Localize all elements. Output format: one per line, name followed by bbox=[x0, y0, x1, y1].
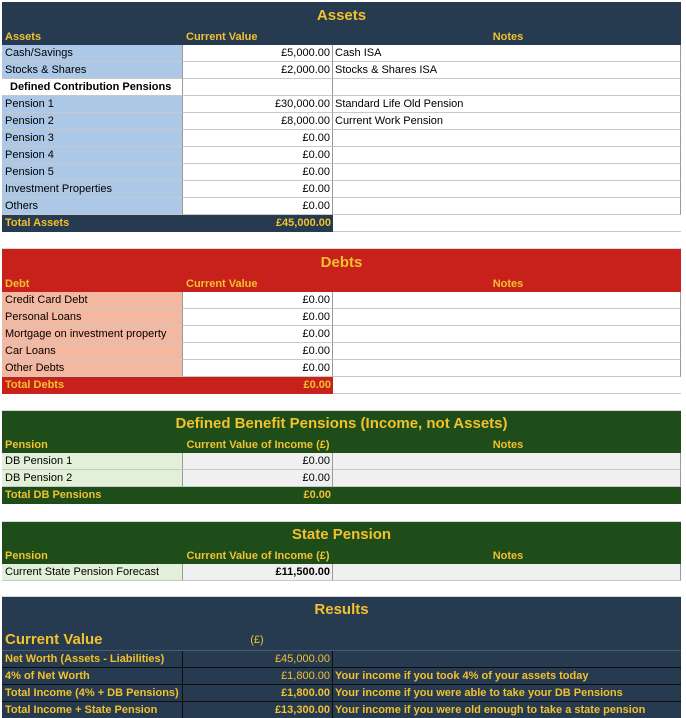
result-note[interactable]: Your income if you were old enough to take a state pension bbox=[335, 704, 646, 716]
table-row bbox=[2, 470, 681, 487]
result-value[interactable]: £1,800.00 bbox=[183, 668, 333, 684]
result-value[interactable]: £45,000.00 bbox=[183, 651, 333, 667]
state-pension-note[interactable] bbox=[333, 564, 681, 581]
debt-note[interactable] bbox=[333, 360, 681, 377]
assets-col-value[interactable]: Current Value bbox=[186, 31, 258, 43]
results-heading-row bbox=[2, 630, 681, 650]
state-col-value[interactable]: Current Value of Income (£) bbox=[186, 550, 330, 562]
asset-value[interactable]: £8,000.00 bbox=[183, 113, 333, 130]
asset-value[interactable]: £0.00 bbox=[183, 164, 333, 181]
result-value[interactable]: £13,300.00 bbox=[183, 702, 333, 718]
debts-total-row bbox=[2, 377, 681, 394]
asset-note[interactable] bbox=[333, 164, 681, 181]
table-row bbox=[2, 292, 681, 309]
debt-label[interactable]: Other Debts bbox=[2, 360, 183, 377]
table-row bbox=[2, 45, 681, 62]
asset-note[interactable]: Standard Life Old Pension bbox=[333, 96, 681, 113]
table-row bbox=[2, 164, 681, 181]
result-label[interactable]: Total Income (4% + DB Pensions) bbox=[2, 685, 183, 701]
db-pension-note[interactable] bbox=[333, 453, 681, 470]
db-pensions-title: Defined Benefit Pensions (Income, not Assets) bbox=[2, 411, 681, 437]
assets-col-label[interactable]: Assets bbox=[5, 31, 42, 43]
asset-label[interactable]: Pension 5 bbox=[2, 164, 183, 181]
empty-cell[interactable] bbox=[333, 487, 681, 504]
debt-note[interactable] bbox=[333, 343, 681, 360]
debt-value[interactable]: £0.00 bbox=[183, 326, 333, 343]
results-title: Results bbox=[2, 597, 681, 622]
empty-cell[interactable] bbox=[333, 215, 681, 232]
asset-note[interactable]: Stocks & Shares ISA bbox=[333, 62, 681, 79]
table-row bbox=[2, 96, 681, 113]
debt-value[interactable]: £0.00 bbox=[183, 309, 333, 326]
debt-label[interactable]: Credit Card Debt bbox=[2, 292, 183, 309]
table-row bbox=[2, 453, 681, 470]
results-block bbox=[2, 597, 681, 718]
table-row bbox=[2, 130, 681, 147]
result-value[interactable]: £1,800.00 bbox=[183, 685, 333, 701]
state-col-notes[interactable]: Notes bbox=[492, 550, 524, 562]
dc-pensions-subheading[interactable]: Defined Contribution Pensions bbox=[2, 79, 183, 96]
table-row bbox=[2, 79, 681, 96]
db-total-row bbox=[2, 487, 681, 504]
table-row bbox=[2, 198, 681, 215]
db-pension-label[interactable]: DB Pension 1 bbox=[2, 453, 183, 470]
debt-value[interactable]: £0.00 bbox=[183, 292, 333, 309]
asset-note[interactable] bbox=[333, 130, 681, 147]
debt-note[interactable] bbox=[333, 292, 681, 309]
total-db-value[interactable]: £0.00 bbox=[303, 489, 331, 501]
asset-note[interactable] bbox=[333, 198, 681, 215]
result-note[interactable]: Your income if you were able to take your DB Pensions bbox=[335, 687, 623, 699]
debt-value[interactable]: £0.00 bbox=[183, 343, 333, 360]
result-label[interactable]: 4% of Net Worth bbox=[2, 668, 183, 684]
assets-header-row bbox=[2, 29, 681, 45]
db-header-row bbox=[2, 437, 681, 453]
result-row bbox=[2, 667, 681, 684]
table-row bbox=[2, 326, 681, 343]
result-note[interactable] bbox=[333, 651, 681, 667]
result-note[interactable]: Your income if you took 4% of your assets today bbox=[335, 670, 589, 682]
debts-title: Debts bbox=[2, 249, 681, 276]
results-unit[interactable]: (£) bbox=[250, 634, 264, 646]
debt-label[interactable]: Car Loans bbox=[2, 343, 183, 360]
asset-value[interactable]: £0.00 bbox=[183, 198, 333, 215]
asset-note[interactable] bbox=[333, 147, 681, 164]
table-row bbox=[2, 62, 681, 79]
asset-value[interactable]: £30,000.00 bbox=[183, 96, 333, 113]
asset-label[interactable]: Pension 2 bbox=[2, 113, 183, 130]
spacer-row bbox=[2, 504, 681, 522]
debts-header-row bbox=[2, 276, 681, 292]
assets-total-row bbox=[2, 215, 681, 232]
table-row bbox=[2, 147, 681, 164]
asset-value[interactable]: £0.00 bbox=[183, 130, 333, 147]
db-col-notes[interactable]: Notes bbox=[492, 439, 524, 451]
total-debts-label[interactable]: Total Debts bbox=[2, 377, 183, 394]
asset-value[interactable]: £2,000.00 bbox=[183, 62, 333, 79]
spreadsheet bbox=[2, 2, 681, 718]
state-pension-title: State Pension bbox=[2, 522, 681, 548]
result-label[interactable]: Total Income + State Pension bbox=[2, 702, 183, 718]
empty-cell[interactable] bbox=[333, 630, 681, 650]
table-row bbox=[2, 309, 681, 326]
asset-note[interactable] bbox=[333, 181, 681, 198]
asset-value[interactable]: £5,000.00 bbox=[183, 45, 333, 62]
table-row bbox=[2, 343, 681, 360]
asset-label[interactable]: Pension 4 bbox=[2, 147, 183, 164]
table-row bbox=[2, 360, 681, 377]
spacer-row bbox=[2, 394, 681, 411]
state-pension-label[interactable]: Current State Pension Forecast bbox=[2, 564, 183, 581]
debts-col-value[interactable]: Current Value bbox=[186, 278, 258, 290]
results-spacer bbox=[2, 622, 681, 630]
empty-cell[interactable] bbox=[183, 79, 333, 96]
total-assets-label[interactable]: Total Assets bbox=[2, 215, 183, 232]
table-row bbox=[2, 564, 681, 581]
total-db-label[interactable]: Total DB Pensions bbox=[5, 489, 102, 501]
asset-value[interactable]: £0.00 bbox=[183, 147, 333, 164]
db-col-value[interactable]: Current Value of Income (£) bbox=[186, 439, 330, 451]
debt-label[interactable]: Mortgage on investment property bbox=[2, 326, 183, 343]
table-row bbox=[2, 113, 681, 130]
db-pension-note[interactable] bbox=[333, 470, 681, 487]
debt-value[interactable]: £0.00 bbox=[183, 360, 333, 377]
state-col-label[interactable]: Pension bbox=[5, 550, 48, 562]
spacer-row bbox=[2, 232, 681, 249]
db-col-label[interactable]: Pension bbox=[5, 439, 48, 451]
db-pension-value[interactable]: £0.00 bbox=[183, 470, 333, 487]
debts-col-notes[interactable]: Notes bbox=[492, 278, 524, 290]
debt-label[interactable]: Personal Loans bbox=[2, 309, 183, 326]
asset-note[interactable]: Current Work Pension bbox=[333, 113, 681, 130]
asset-label[interactable]: Cash/Savings bbox=[2, 45, 183, 62]
db-pension-label[interactable]: DB Pension 2 bbox=[2, 470, 183, 487]
debts-col-label[interactable]: Debt bbox=[5, 278, 30, 290]
table-row bbox=[2, 181, 681, 198]
empty-cell[interactable] bbox=[333, 79, 681, 96]
result-row bbox=[2, 684, 681, 701]
asset-label[interactable]: Stocks & Shares bbox=[2, 62, 183, 79]
assets-title: Assets bbox=[2, 2, 681, 29]
assets-col-notes[interactable]: Notes bbox=[492, 31, 524, 43]
asset-label[interactable]: Others bbox=[2, 198, 183, 215]
result-label[interactable]: Net Worth (Assets - Liabilities) bbox=[2, 651, 183, 667]
asset-value[interactable]: £0.00 bbox=[183, 181, 333, 198]
total-assets-value[interactable]: £45,000.00 bbox=[183, 215, 333, 232]
spacer-row bbox=[2, 581, 681, 597]
asset-label[interactable]: Pension 1 bbox=[2, 96, 183, 113]
debt-note[interactable] bbox=[333, 309, 681, 326]
asset-label[interactable]: Pension 3 bbox=[2, 130, 183, 147]
asset-note[interactable]: Cash ISA bbox=[333, 45, 681, 62]
total-debts-value[interactable]: £0.00 bbox=[183, 377, 333, 394]
state-header-row bbox=[2, 548, 681, 564]
asset-label[interactable]: Investment Properties bbox=[2, 181, 183, 198]
result-row bbox=[2, 701, 681, 718]
results-heading[interactable]: Current Value bbox=[5, 631, 103, 648]
db-pension-value[interactable]: £0.00 bbox=[183, 453, 333, 470]
state-pension-value[interactable]: £11,500.00 bbox=[183, 564, 333, 581]
result-row bbox=[2, 650, 681, 667]
empty-cell[interactable] bbox=[333, 377, 681, 394]
debt-note[interactable] bbox=[333, 326, 681, 343]
